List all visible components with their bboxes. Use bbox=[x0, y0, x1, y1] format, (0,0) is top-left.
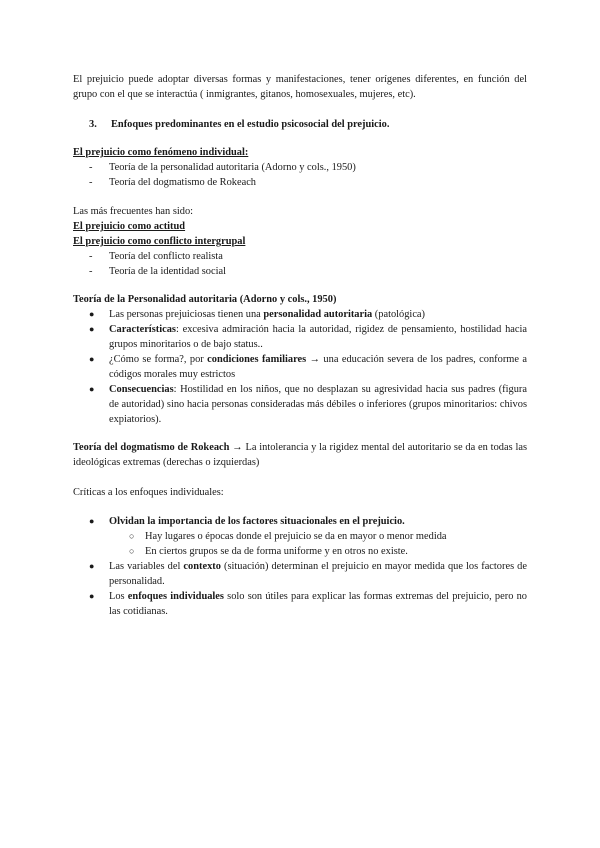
list-item bbox=[89, 559, 527, 589]
sub-list-item-text: En ciertos grupos se da de forma uniforme y en otros no existe. bbox=[145, 546, 408, 557]
bold-run: contexto bbox=[183, 561, 221, 572]
intro-paragraph: El prejuicio puede adoptar diversas formas y manifestaciones, tener orígenes diferentes, en función del grupo con el que se interactúa ( inmigrantes, gitanos, homosexuales, mujeres, etc). bbox=[73, 74, 527, 100]
bold-run: Teoría del dogmatismo de Rokeach bbox=[73, 442, 230, 453]
circle-bullet-icon: ○ bbox=[129, 546, 135, 556]
list-item bbox=[89, 589, 527, 619]
individual-heading-wrap bbox=[73, 145, 527, 160]
list-item-text bbox=[109, 307, 527, 322]
dash-icon: - bbox=[89, 266, 93, 277]
section-number: 3. bbox=[89, 119, 97, 130]
sub-list-item-text: Hay lugares o épocas donde el prejuicio se da en mayor o menor medida bbox=[145, 531, 447, 542]
list-item bbox=[89, 322, 527, 352]
list-item bbox=[73, 160, 527, 175]
bold-run: Consecuencias bbox=[109, 384, 174, 395]
list-item-text bbox=[109, 352, 527, 382]
list-item-text bbox=[109, 382, 527, 427]
individual-list bbox=[73, 160, 527, 190]
list-item-text bbox=[109, 322, 527, 352]
criticas-intro: Críticas a los enfoques individuales: bbox=[73, 487, 224, 498]
list-item bbox=[73, 249, 527, 264]
bold-run: condiciones familiares bbox=[207, 354, 307, 365]
conflicto-heading-text: El prejuicio como conflicto intergrupal bbox=[73, 236, 246, 247]
text-run: → una educación severa de los padres, conforme a códigos morales muy estrictos bbox=[109, 354, 527, 380]
dash-icon: - bbox=[89, 177, 93, 188]
conflicto-heading bbox=[73, 234, 527, 249]
text-run: (situación) determinan el prejuicio en mayor medida que los factores de personalidad. bbox=[109, 561, 527, 587]
list-item bbox=[89, 307, 527, 322]
text-run: ¿Cómo se forma?, por bbox=[109, 354, 208, 365]
individual-heading: El prejuicio como fenómeno individual: bbox=[73, 147, 249, 158]
list-item-text: Teoría de la personalidad autoritaria (Adorno y cols., 1950) bbox=[109, 162, 356, 173]
bold-run: enfoques individuales bbox=[127, 591, 224, 602]
text-run: Los bbox=[109, 591, 128, 602]
bold-run: personalidad autoritaria bbox=[263, 309, 373, 320]
adorno-heading: Teoría de la Personalidad autoritaria (Adorno y cols., 1950) bbox=[73, 294, 337, 305]
bullet-icon: ● bbox=[89, 354, 95, 364]
criticas-list bbox=[73, 514, 527, 624]
text-run: solo son útiles para explicar las formas extremas del prejuicio, pero no las cotidianas. bbox=[109, 591, 527, 617]
bullet-icon: ● bbox=[89, 561, 95, 571]
frecuentes-intro: Las más frecuentes han sido: bbox=[73, 206, 194, 217]
dash-icon: - bbox=[89, 251, 93, 262]
text-run: : excesiva admiración hacia la autoridad, rigidez de pensamiento, hostilidad hacia grupos minoritarios o de bajo status.. bbox=[109, 324, 527, 350]
list-item-text bbox=[109, 589, 527, 619]
adorno-list bbox=[73, 307, 527, 437]
rokeach-paragraph bbox=[73, 440, 527, 470]
circle-bullet-icon: ○ bbox=[129, 531, 135, 541]
list-item-text: Olvidan la importancia de los factores situacionales en el prejuicio. bbox=[109, 516, 405, 527]
bullet-icon: ● bbox=[89, 309, 95, 319]
list-item bbox=[73, 264, 527, 279]
text-run: Las variables del bbox=[109, 561, 184, 572]
text-run: Las personas prejuiciosas tienen una bbox=[109, 309, 264, 320]
list-item-text: Teoría de la identidad social bbox=[109, 266, 226, 277]
conflicto-list bbox=[73, 249, 527, 279]
actitud-heading-text: El prejuicio como actitud bbox=[73, 221, 186, 232]
list-item bbox=[73, 175, 527, 190]
bullet-icon: ● bbox=[89, 324, 95, 334]
bullet-icon: ● bbox=[89, 516, 95, 526]
text-run: : Hostilidad en los niños, que no desplazan su agresividad hacia sus padres (figura de autoridad) sino hacia personas consideradas más débiles o inferiores (grupos minoritarios: chivos expiatorios). bbox=[109, 384, 527, 425]
bullet-icon: ● bbox=[89, 384, 95, 394]
actitud-heading bbox=[73, 219, 527, 234]
section-title: Enfoques predominantes en el estudio psicosocial del prejuicio. bbox=[111, 119, 390, 130]
list-item bbox=[89, 382, 527, 427]
list-item-text: Teoría del dogmatismo de Rokeach bbox=[109, 177, 257, 188]
dash-icon: - bbox=[89, 162, 93, 173]
bold-run: Características bbox=[109, 324, 176, 335]
list-item-text: Teoría del conflicto realista bbox=[109, 251, 223, 262]
text-run: (patológica) bbox=[372, 309, 425, 320]
list-item-text bbox=[109, 559, 527, 589]
text-run: → La intolerancia y la rigidez mental del autoritario se da en todas las ideológicas extremas (derechas o izquierdas) bbox=[73, 442, 527, 468]
list-item bbox=[89, 514, 527, 529]
bullet-icon: ● bbox=[89, 591, 95, 601]
list-item bbox=[89, 352, 527, 382]
